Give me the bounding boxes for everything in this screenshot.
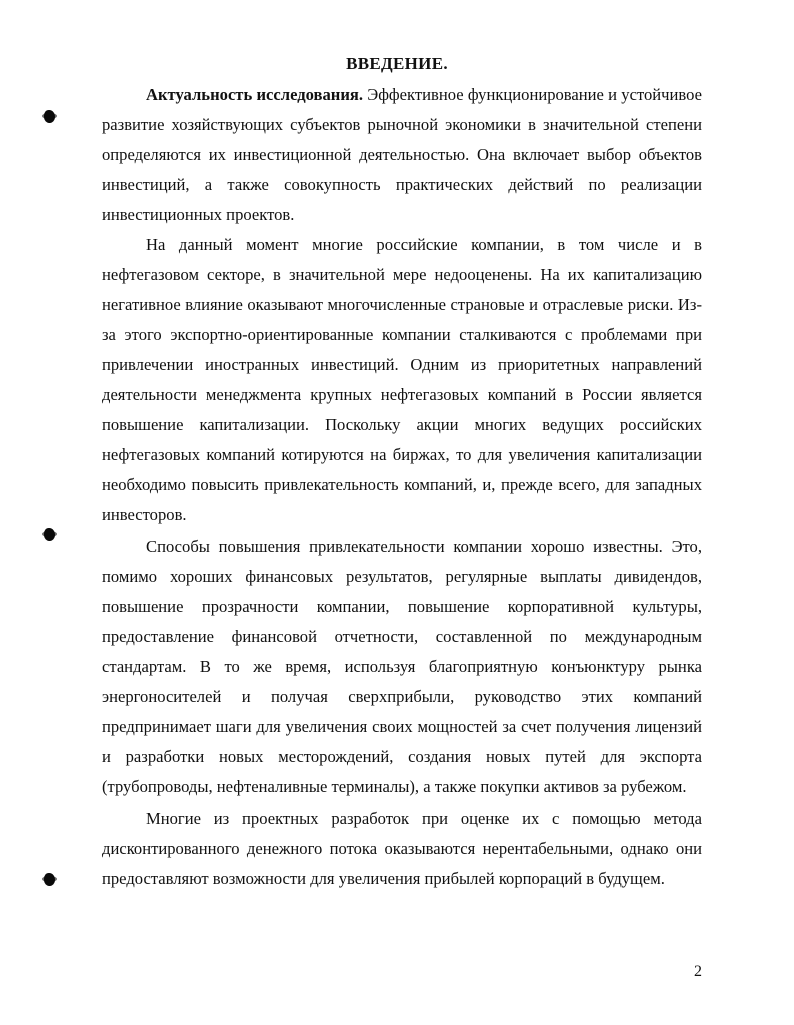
punch-hole-mark	[44, 528, 55, 541]
paragraph-text: Многие из проектных разработок при оценке их с помощью метода дисконтированного денежного потока оказываются нерентабельными, однако они предоставляют возможности для увеличения прибылей корпораций в будущем.	[102, 809, 702, 888]
paragraph-lead: Актуальность исследования.	[146, 85, 364, 104]
page-title: ВВЕДЕНИЕ.	[346, 54, 448, 73]
page-number: 2	[694, 963, 702, 980]
paragraph-text: Эффективное функционирование и устойчивое развитие хозяйствующих субъектов рыночной экономики в значительной степени определяются их инвестиционной деятельностью. Она включает выбор объектов инвестиций, а также совокупность практических действий по реализации инвестиционных проектов.	[102, 85, 702, 224]
punch-hole-mark	[44, 873, 55, 886]
paragraph-relevance	[102, 80, 702, 230]
punch-hole-mark	[44, 110, 55, 123]
paragraph-text: Способы повышения привлекательности компании хорошо известны. Это, помимо хороших финансовых результатов, регулярные выплаты дивидендов, повышение прозрачности компании, повышение корпоративной культуры, предоставление финансовой отчетности, составленной по международным стандартам. В то же время, используя благоприятную конъюнктуру рынка энергоносителей и получая сверхприбыли, руководство этих компаний предпринимает шаги для увеличения своих мощностей за счет получения лицензий и разработки новых месторождений, создания новых путей для экспорта (трубопроводы, нефтеналивные терминалы), а также покупки активов за рубежом.	[102, 537, 702, 796]
paragraph-projects	[102, 804, 702, 894]
body-text	[102, 80, 702, 894]
paragraph-capitalization	[102, 230, 702, 530]
paragraph-attractiveness	[102, 532, 702, 802]
paragraph-text: На данный момент многие российские компании, в том числе и в нефтегазовом секторе, в значительной мере недооценены. На их капитализацию негативное влияние оказывают многочисленные страновые и отраслевые риски. Из-за этого экспортно-ориентированные компании сталкиваются с проблемами при привлечении иностранных инвестиций. Одним из приоритетных направлений деятельности менеджмента крупных нефтегазовых компаний в России является повышение капитализации. Поскольку акции многих ведущих российских нефтегазовых компаний котируются на биржах, то для увеличения капитализации необходимо повысить привлекательность компаний, и, прежде всего, для западных инвесторов.	[102, 235, 702, 524]
